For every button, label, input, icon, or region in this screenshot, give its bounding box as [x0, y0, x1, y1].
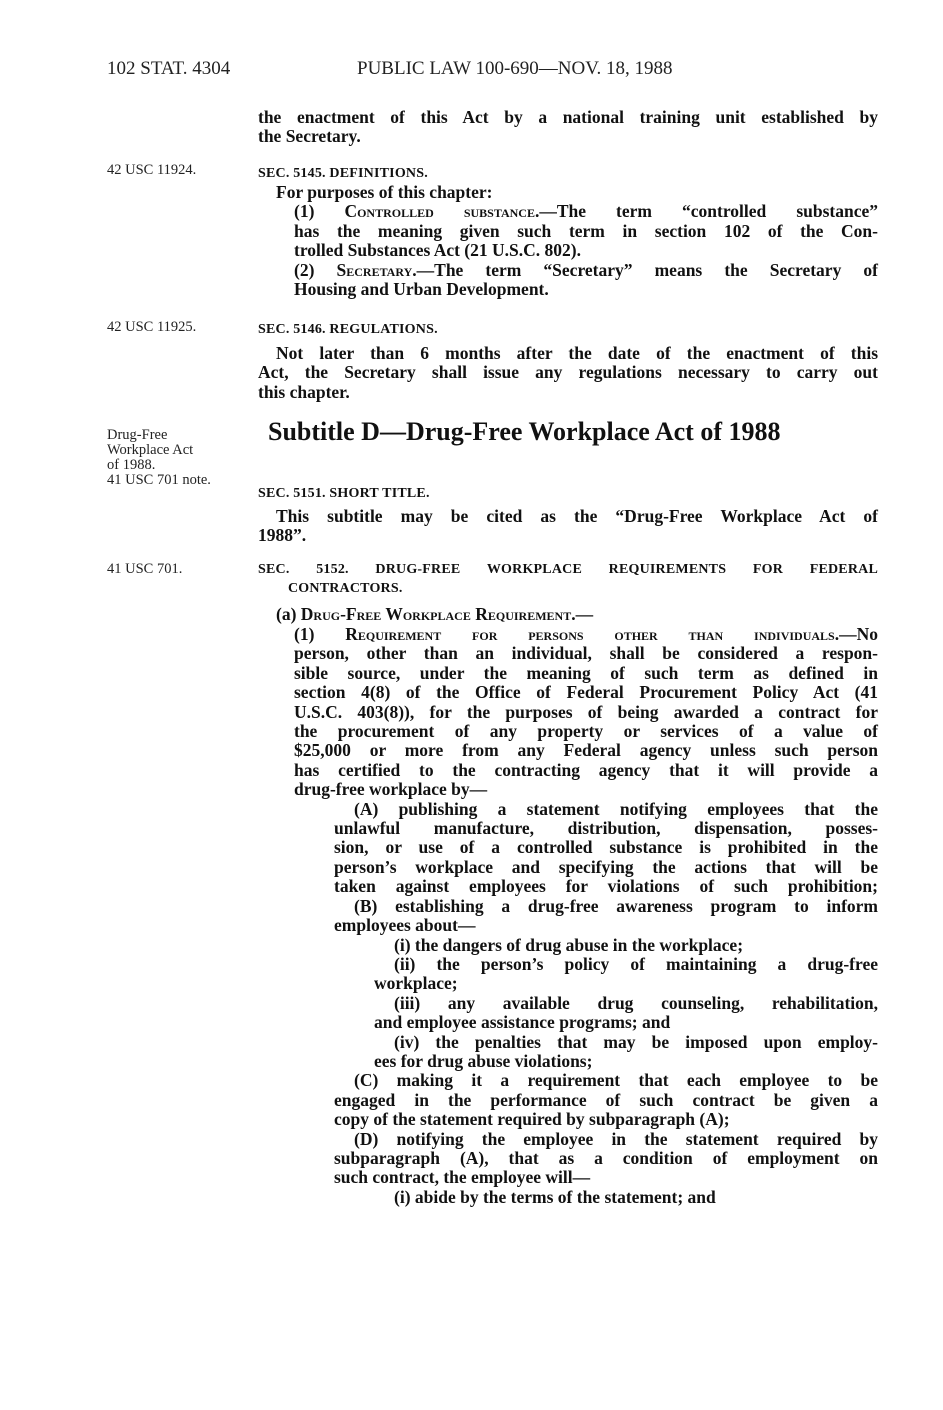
section-heading: SEC. 5151. SHORT TITLE.: [258, 486, 430, 501]
margin-note: Workplace Act: [107, 442, 194, 458]
subsection-heading: (a) Drug-Free Workplace Requirement.—: [276, 604, 594, 624]
margin-note: of 1988.: [107, 457, 156, 473]
margin-note: Drug-Free: [107, 427, 168, 443]
paragraph: Not later than 6 months after the date of the enactment of this Act, the Secretary shall issue any regulations necessary to carry out this chapter.: [258, 343, 878, 402]
margin-note-group: [107, 428, 247, 488]
subtitle-heading: Subtitle D—Drug-Free Workplace Act of 1988: [268, 417, 781, 446]
paragraph: For purposes of this chapter: (1) Controlled substance.—The term “controlled substance” has the meaning given such term in section 102 of the Con- trolled Substances Act (21 U.S.C. 802). (2) Secretary.—The term “Secretary” means the Secretary of Housing and Urban Development.: [276, 182, 879, 300]
section-heading: SEC. 5152. DRUG-FREE WORKPLACE REQUIREMENTS FOR FEDERAL CONTRACTORS.: [258, 562, 878, 597]
margin-note: 42 USC 11924.: [107, 162, 197, 178]
body-text: [258, 108, 878, 1268]
public-law-citation: PUBLIC LAW 100-690—NOV. 18, 1988: [357, 58, 673, 79]
section-heading: SEC. 5145. DEFINITIONS.: [258, 166, 428, 181]
stat-citation: 102 STAT. 4304: [107, 58, 231, 79]
section-heading: SEC. 5146. REGULATIONS.: [258, 322, 438, 337]
paragraph: This subtitle may be cited as the “Drug-Free Workplace Act of 1988”.: [258, 506, 878, 546]
page-header: [107, 58, 877, 82]
margin-note: 41 USC 701 note.: [107, 472, 211, 488]
margin-note: 42 USC 11925.: [107, 319, 197, 335]
paragraph: the enactment of this Act by a national training unit established by the Secretary.: [258, 107, 878, 147]
paragraph: (1) Requirement for persons other than individuals.—No person, other than an individual, shall be considered a respon- sible source, under the meaning of such term as defined in section 4(8) of the Office of Federal Procurement Policy Act (41 U.S.C. 403(8)), for the purposes of being awarded a contract for the procurement of any property or services of a value of $25,000 or more from any Federal agency unless such person has certified to the contracting agency that it will provide a drug-free workplace by— (A) publishing a statement notifying employees that the unlawful manufacture, distribution, dispensation, posses- sion, or use of a controlled substance is prohibited in the person’s workplace and specifying the actions that will be taken against employees for violations of such prohibition; (B) establishing a drug-free awareness program to inform employees about— (i) the dangers of drug abuse in the workplace; (ii) the person’s policy of maintaining a drug-free workplace; (iii) any available drug counseling, rehabilitation, and employee assistance programs; and (iv) the penalties that may be imposed upon employ- ees for drug abuse violations; (C) making it a requirement that each employee to be engaged in the performance of such contract be given a copy of the statement required by subparagraph (A); (D) notifying the employee in the statement required by subparagraph (A), that as a condition of employment on such contract, the employee will— (i) abide by the terms of the statement; and: [294, 624, 878, 1207]
margin-note: 41 USC 701.: [107, 561, 183, 577]
